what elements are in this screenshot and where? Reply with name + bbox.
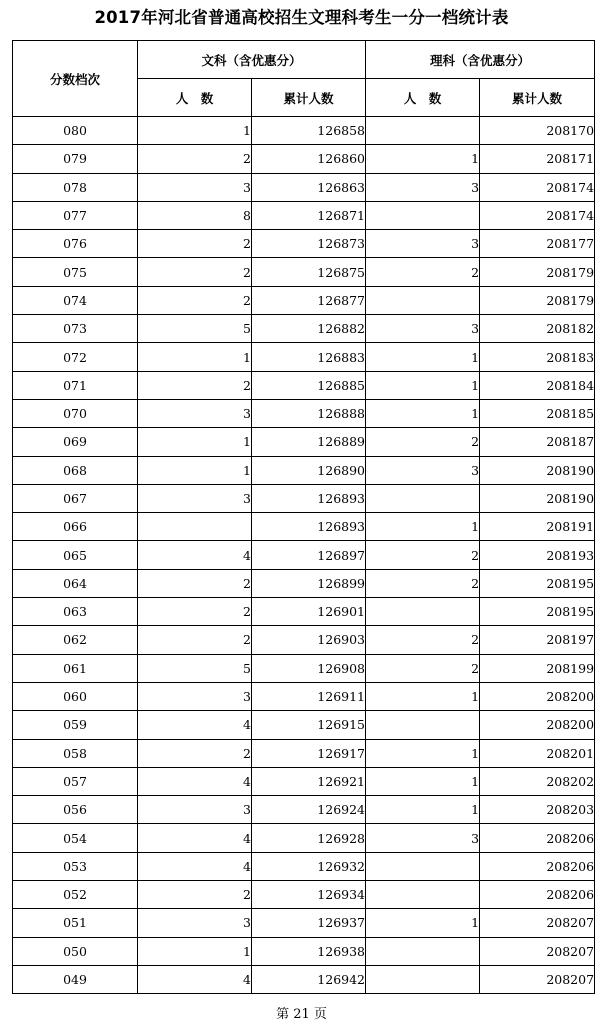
like-cumulative-cell: 208206 [480, 824, 595, 852]
score-cell: 068 [13, 456, 138, 484]
like-count-cell: 3 [366, 230, 480, 258]
score-cell: 071 [13, 371, 138, 399]
score-cell: 061 [13, 654, 138, 682]
like-count-cell: 2 [366, 428, 480, 456]
table-row [13, 796, 595, 824]
wenke-cumulative-cell: 126899 [252, 569, 366, 597]
like-count-cell: 1 [366, 513, 480, 541]
wenke-count-cell: 5 [138, 654, 252, 682]
score-cell: 050 [13, 937, 138, 965]
table-row [13, 428, 595, 456]
wenke-count-cell: 1 [138, 937, 252, 965]
table-row [13, 711, 595, 739]
like-count-cell [366, 598, 480, 626]
table-row [13, 626, 595, 654]
like-count-cell: 1 [366, 739, 480, 767]
header-like: 理科（含优惠分） [366, 41, 595, 79]
score-cell: 059 [13, 711, 138, 739]
like-cumulative-cell: 208201 [480, 739, 595, 767]
like-count-cell: 1 [366, 682, 480, 710]
like-count-cell: 2 [366, 654, 480, 682]
header-wenke-cumulative: 累计人数 [252, 79, 366, 117]
wenke-cumulative-cell: 126921 [252, 767, 366, 795]
score-cell: 075 [13, 258, 138, 286]
like-count-cell: 3 [366, 173, 480, 201]
wenke-count-cell: 2 [138, 881, 252, 909]
score-cell: 052 [13, 881, 138, 909]
table-row [13, 937, 595, 965]
wenke-cumulative-cell: 126932 [252, 852, 366, 880]
like-cumulative-cell: 208203 [480, 796, 595, 824]
wenke-count-cell: 1 [138, 117, 252, 145]
table-row [13, 965, 595, 993]
table-row [13, 456, 595, 484]
header-like-cumulative: 累计人数 [480, 79, 595, 117]
score-cell: 074 [13, 286, 138, 314]
table-row [13, 513, 595, 541]
wenke-count-cell: 2 [138, 626, 252, 654]
wenke-count-cell: 2 [138, 371, 252, 399]
score-cell: 057 [13, 767, 138, 795]
wenke-cumulative-cell: 126875 [252, 258, 366, 286]
like-count-cell: 1 [366, 767, 480, 795]
wenke-cumulative-cell: 126877 [252, 286, 366, 314]
wenke-cumulative-cell: 126871 [252, 201, 366, 229]
wenke-cumulative-cell: 126901 [252, 598, 366, 626]
wenke-cumulative-cell: 126873 [252, 230, 366, 258]
table-row [13, 569, 595, 597]
like-cumulative-cell: 208190 [480, 456, 595, 484]
score-cell: 053 [13, 852, 138, 880]
wenke-cumulative-cell: 126893 [252, 513, 366, 541]
score-cell: 066 [13, 513, 138, 541]
score-cell: 051 [13, 909, 138, 937]
score-cell: 079 [13, 145, 138, 173]
like-cumulative-cell: 208206 [480, 852, 595, 880]
wenke-cumulative-cell: 126863 [252, 173, 366, 201]
wenke-count-cell: 3 [138, 682, 252, 710]
table-row [13, 852, 595, 880]
like-cumulative-cell: 208174 [480, 173, 595, 201]
score-cell: 060 [13, 682, 138, 710]
wenke-count-cell: 4 [138, 824, 252, 852]
wenke-count-cell: 1 [138, 456, 252, 484]
wenke-cumulative-cell: 126911 [252, 682, 366, 710]
table-row [13, 286, 595, 314]
like-cumulative-cell: 208195 [480, 569, 595, 597]
header-wenke-count: 人 数 [138, 79, 252, 117]
wenke-count-cell: 2 [138, 230, 252, 258]
like-cumulative-cell: 208199 [480, 654, 595, 682]
wenke-cumulative-cell: 126924 [252, 796, 366, 824]
like-cumulative-cell: 208170 [480, 117, 595, 145]
score-cell: 078 [13, 173, 138, 201]
like-count-cell: 1 [366, 371, 480, 399]
wenke-count-cell: 2 [138, 145, 252, 173]
score-cell: 072 [13, 343, 138, 371]
wenke-cumulative-cell: 126860 [252, 145, 366, 173]
table-row [13, 173, 595, 201]
score-cell: 073 [13, 315, 138, 343]
wenke-cumulative-cell: 126915 [252, 711, 366, 739]
score-cell: 076 [13, 230, 138, 258]
like-cumulative-cell: 208184 [480, 371, 595, 399]
like-count-cell [366, 484, 480, 512]
like-count-cell: 1 [366, 796, 480, 824]
table-header [13, 41, 595, 117]
like-count-cell: 2 [366, 569, 480, 597]
wenke-cumulative-cell: 126883 [252, 343, 366, 371]
table-row [13, 598, 595, 626]
wenke-cumulative-cell: 126908 [252, 654, 366, 682]
table-row [13, 881, 595, 909]
like-count-cell: 3 [366, 315, 480, 343]
wenke-count-cell: 3 [138, 909, 252, 937]
wenke-count-cell: 3 [138, 399, 252, 427]
table-row [13, 371, 595, 399]
wenke-count-cell: 4 [138, 852, 252, 880]
like-cumulative-cell: 208207 [480, 937, 595, 965]
table-row [13, 399, 595, 427]
table-row [13, 230, 595, 258]
page-number: 第 21 页 [276, 1007, 327, 1022]
wenke-count-cell: 8 [138, 201, 252, 229]
like-cumulative-cell: 208179 [480, 286, 595, 314]
wenke-count-cell: 4 [138, 541, 252, 569]
wenke-cumulative-cell: 126889 [252, 428, 366, 456]
page-title: 2017年河北省普通高校招生文理科考生一分一档统计表 [94, 8, 509, 27]
header-score: 分数档次 [13, 41, 138, 117]
wenke-count-cell: 5 [138, 315, 252, 343]
table-row [13, 343, 595, 371]
like-cumulative-cell: 208171 [480, 145, 595, 173]
like-cumulative-cell: 208207 [480, 909, 595, 937]
wenke-cumulative-cell: 126858 [252, 117, 366, 145]
wenke-count-cell: 2 [138, 598, 252, 626]
table-row [13, 909, 595, 937]
score-cell: 058 [13, 739, 138, 767]
like-cumulative-cell: 208174 [480, 201, 595, 229]
score-table [12, 40, 595, 994]
like-count-cell [366, 852, 480, 880]
table-row [13, 145, 595, 173]
table-row [13, 258, 595, 286]
like-cumulative-cell: 208207 [480, 965, 595, 993]
score-cell: 069 [13, 428, 138, 456]
table-row [13, 739, 595, 767]
wenke-count-cell: 3 [138, 173, 252, 201]
wenke-cumulative-cell: 126885 [252, 371, 366, 399]
like-cumulative-cell: 208177 [480, 230, 595, 258]
like-cumulative-cell: 208183 [480, 343, 595, 371]
like-count-cell [366, 965, 480, 993]
like-cumulative-cell: 208179 [480, 258, 595, 286]
score-cell: 049 [13, 965, 138, 993]
wenke-cumulative-cell: 126942 [252, 965, 366, 993]
table-row [13, 682, 595, 710]
table-row [13, 767, 595, 795]
score-cell: 064 [13, 569, 138, 597]
like-cumulative-cell: 208185 [480, 399, 595, 427]
wenke-cumulative-cell: 126937 [252, 909, 366, 937]
like-cumulative-cell: 208195 [480, 598, 595, 626]
table-row [13, 824, 595, 852]
wenke-cumulative-cell: 126934 [252, 881, 366, 909]
score-cell: 077 [13, 201, 138, 229]
wenke-cumulative-cell: 126890 [252, 456, 366, 484]
wenke-cumulative-cell: 126938 [252, 937, 366, 965]
wenke-count-cell: 1 [138, 343, 252, 371]
wenke-cumulative-cell: 126897 [252, 541, 366, 569]
like-count-cell: 3 [366, 824, 480, 852]
score-cell: 054 [13, 824, 138, 852]
wenke-count-cell: 2 [138, 286, 252, 314]
wenke-cumulative-cell: 126928 [252, 824, 366, 852]
like-count-cell: 2 [366, 258, 480, 286]
like-cumulative-cell: 208197 [480, 626, 595, 654]
wenke-count-cell [138, 513, 252, 541]
table-row [13, 315, 595, 343]
score-cell: 067 [13, 484, 138, 512]
wenke-count-cell: 2 [138, 739, 252, 767]
like-count-cell [366, 286, 480, 314]
wenke-cumulative-cell: 126893 [252, 484, 366, 512]
like-count-cell: 2 [366, 626, 480, 654]
wenke-count-cell: 3 [138, 484, 252, 512]
score-cell: 062 [13, 626, 138, 654]
like-count-cell: 1 [366, 343, 480, 371]
like-count-cell: 2 [366, 541, 480, 569]
like-count-cell [366, 117, 480, 145]
score-cell: 063 [13, 598, 138, 626]
like-count-cell: 1 [366, 399, 480, 427]
like-cumulative-cell: 208200 [480, 711, 595, 739]
like-count-cell: 3 [366, 456, 480, 484]
like-cumulative-cell: 208190 [480, 484, 595, 512]
wenke-cumulative-cell: 126888 [252, 399, 366, 427]
wenke-count-cell: 2 [138, 569, 252, 597]
like-count-cell [366, 201, 480, 229]
wenke-count-cell: 4 [138, 767, 252, 795]
table-row [13, 654, 595, 682]
table-row [13, 117, 595, 145]
header-wenke: 文科（含优惠分） [138, 41, 366, 79]
table-body [13, 117, 595, 994]
like-cumulative-cell: 208191 [480, 513, 595, 541]
wenke-count-cell: 4 [138, 711, 252, 739]
table-row [13, 201, 595, 229]
table-row [13, 484, 595, 512]
like-cumulative-cell: 208193 [480, 541, 595, 569]
like-count-cell [366, 881, 480, 909]
like-cumulative-cell: 208202 [480, 767, 595, 795]
like-count-cell [366, 711, 480, 739]
wenke-count-cell: 3 [138, 796, 252, 824]
wenke-count-cell: 2 [138, 258, 252, 286]
like-cumulative-cell: 208182 [480, 315, 595, 343]
like-cumulative-cell: 208200 [480, 682, 595, 710]
like-count-cell: 1 [366, 145, 480, 173]
score-cell: 065 [13, 541, 138, 569]
wenke-count-cell: 1 [138, 428, 252, 456]
like-count-cell: 1 [366, 909, 480, 937]
score-cell: 056 [13, 796, 138, 824]
wenke-count-cell: 4 [138, 965, 252, 993]
like-cumulative-cell: 208206 [480, 881, 595, 909]
score-cell: 080 [13, 117, 138, 145]
wenke-cumulative-cell: 126917 [252, 739, 366, 767]
header-like-count: 人 数 [366, 79, 480, 117]
like-cumulative-cell: 208187 [480, 428, 595, 456]
score-cell: 070 [13, 399, 138, 427]
table-row [13, 541, 595, 569]
wenke-cumulative-cell: 126903 [252, 626, 366, 654]
wenke-cumulative-cell: 126882 [252, 315, 366, 343]
like-count-cell [366, 937, 480, 965]
